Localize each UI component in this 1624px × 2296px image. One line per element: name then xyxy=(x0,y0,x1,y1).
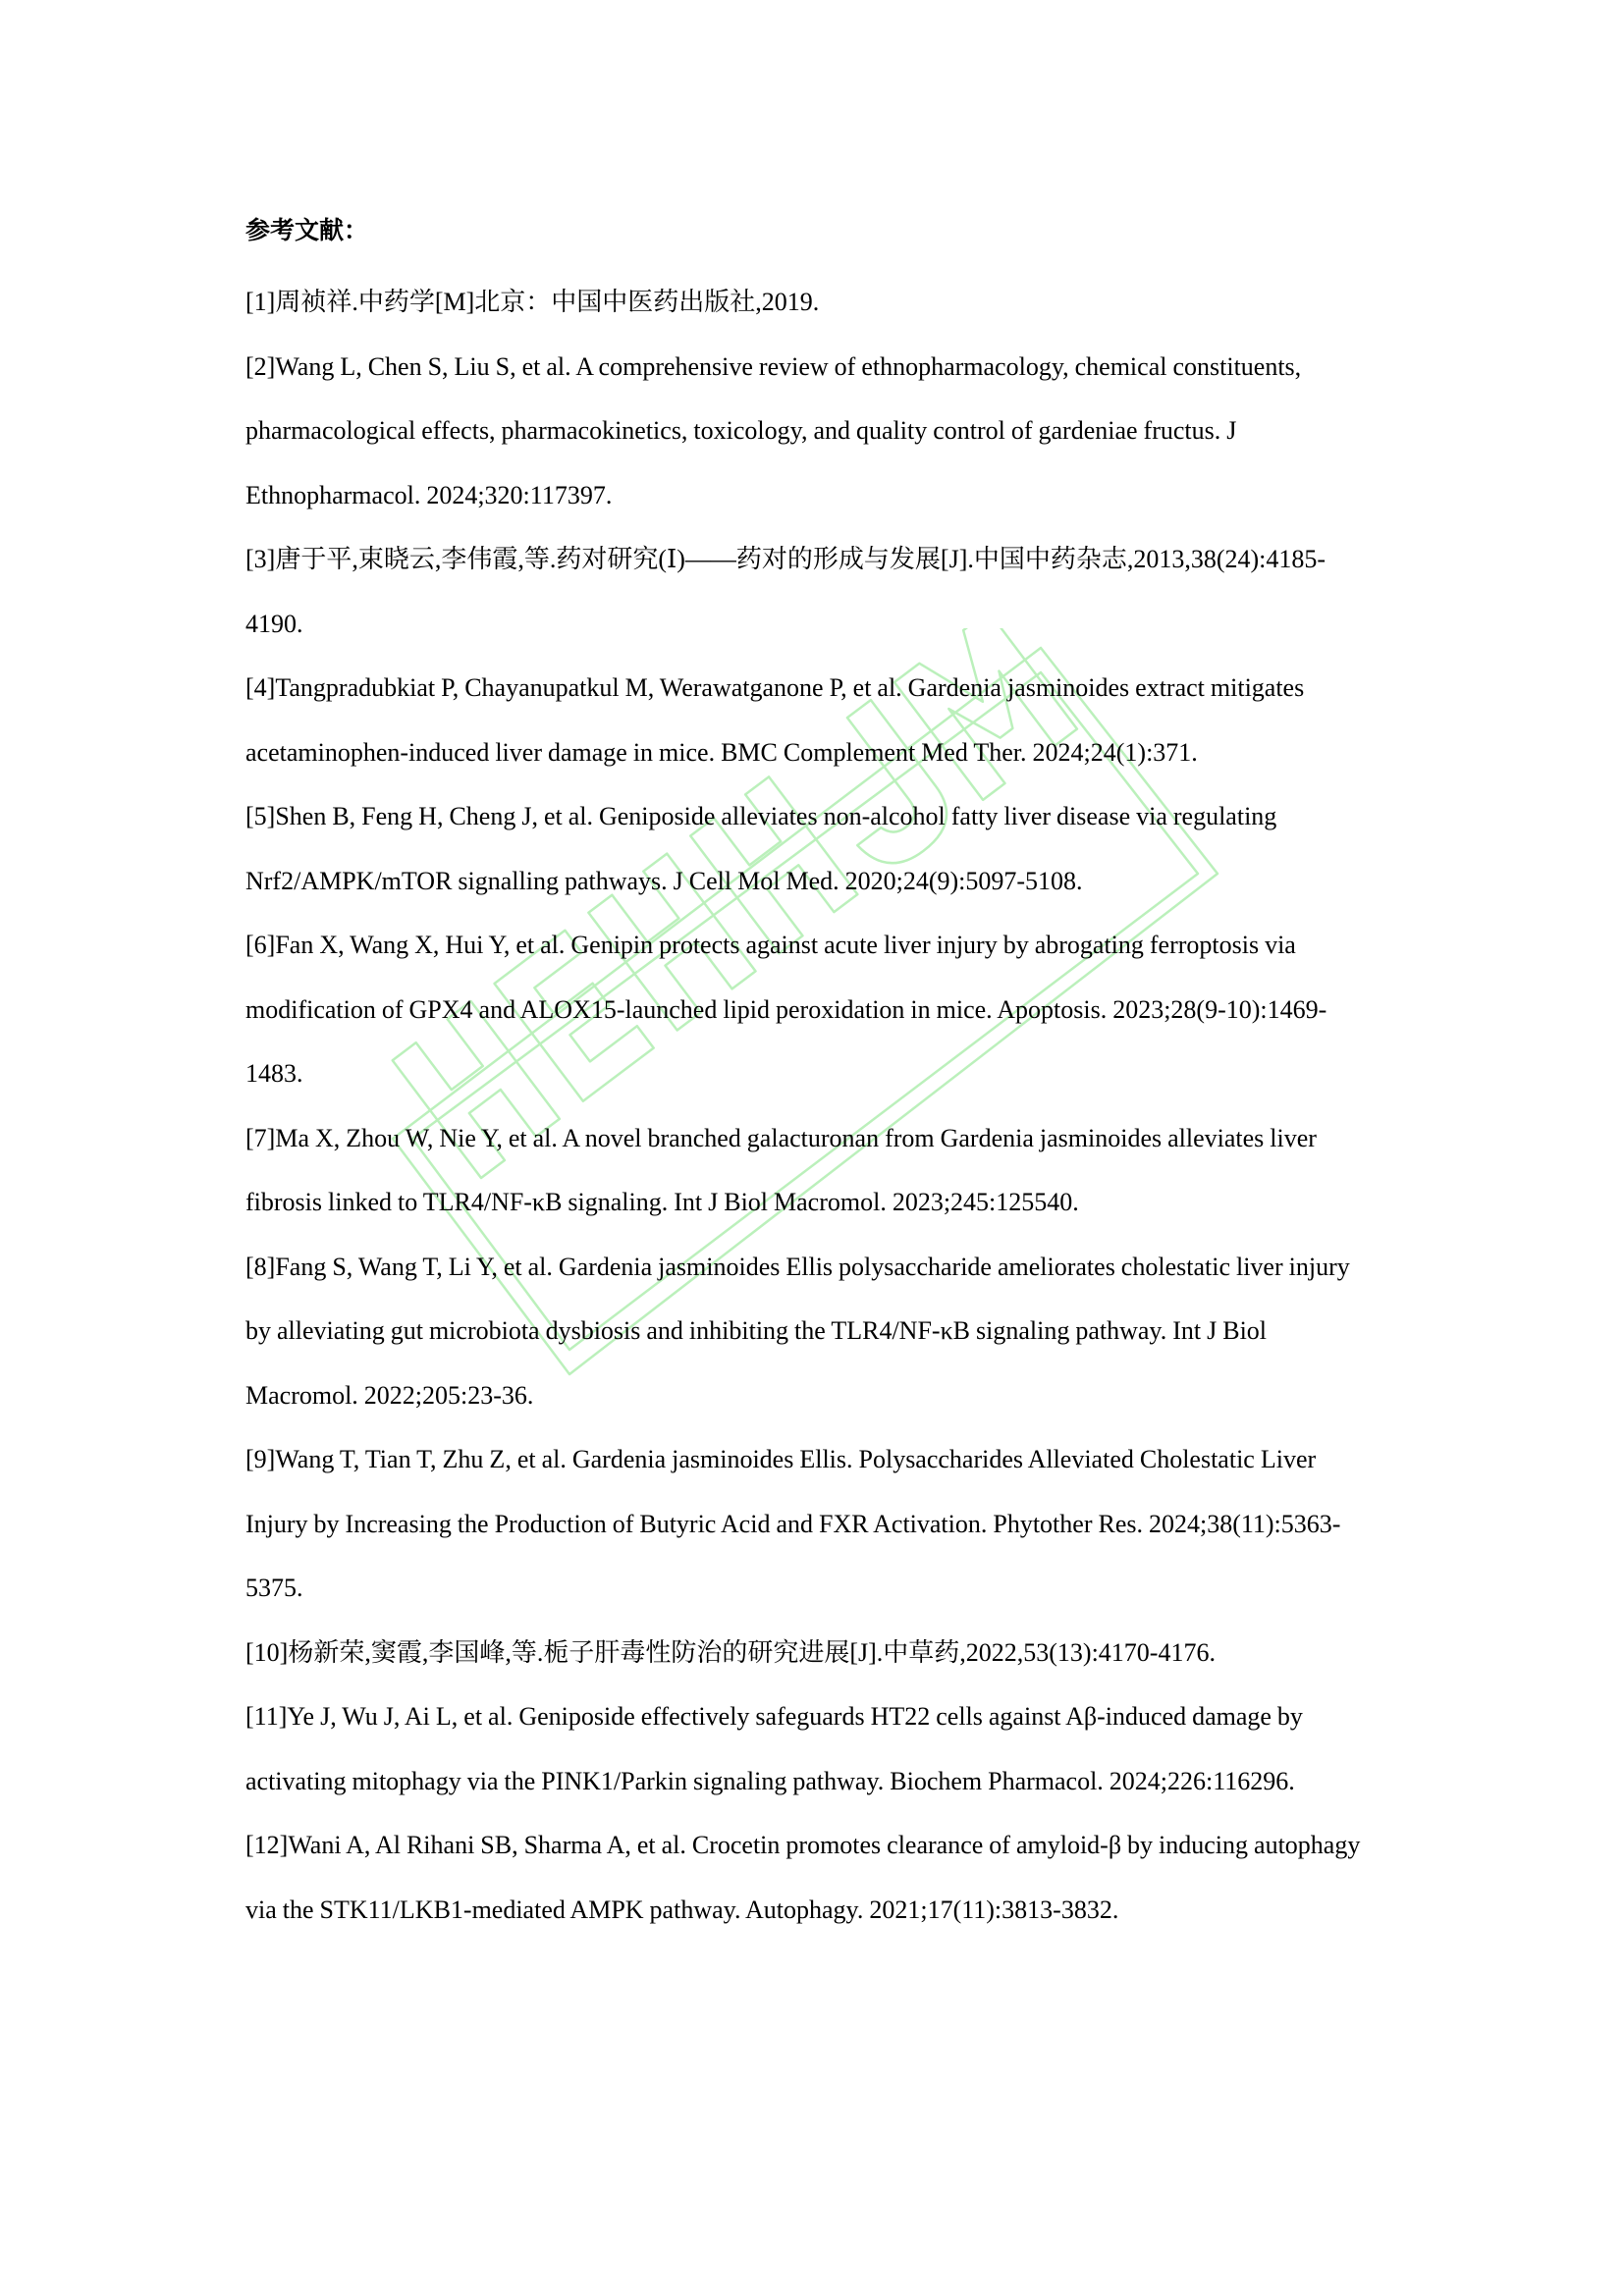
reference-number: [12] xyxy=(245,1831,289,1859)
reference-item-3 xyxy=(245,527,1375,656)
reference-number: [5] xyxy=(245,802,276,830)
reference-item-4 xyxy=(245,656,1375,784)
reference-text: Fang S, Wang T, Li Y, et al. Gardenia jasminoides Ellis polysaccharide ameliorates cholestatic liver injury by alleviating gut microbiota dysbiosis and inhibiting the TLR4/NF-κB signaling pathway. Int J Biol Macromol. 2022;205:23-36. xyxy=(245,1252,1350,1410)
reference-number: [8] xyxy=(245,1252,276,1281)
reference-text: Wani A, Al Rihani SB, Sharma A, et al. Crocetin promotes clearance of amyloid-β by inducing autophagy via the STK11/LKB1-mediated AMPK pathway. Autophagy. 2021;17(11):3813-3832. xyxy=(245,1831,1361,1924)
reference-item-12 xyxy=(245,1813,1375,1942)
reference-item-8 xyxy=(245,1235,1375,1428)
reference-number: [11] xyxy=(245,1702,288,1731)
reference-text: Fan X, Wang X, Hui Y, et al. Genipin protects against acute liver injury by abrogating ferroptosis via modification of GPX4 and ALOX15-launched lipid peroxidation in mice. Apoptosis. 2023;28(9-10):1469-1483. xyxy=(245,931,1327,1088)
reference-number: [2] xyxy=(245,351,276,381)
reference-item-1 xyxy=(245,270,1375,335)
reference-item-5 xyxy=(245,784,1375,913)
reference-text: 杨新荣,窦霞,李国峰,等.栀子肝毒性防治的研究进展[J].中草药,2022,53(13):4170-4176. xyxy=(288,1637,1216,1667)
reference-number: [1] xyxy=(245,288,276,316)
reference-number: [3] xyxy=(245,545,276,573)
reference-item-2 xyxy=(245,335,1375,528)
reference-item-6 xyxy=(245,913,1375,1106)
reference-text: Wang T, Tian T, Zhu Z, et al. Gardenia jasminoides Ellis. Polysaccharides Alleviated Cholestatic Liver Injury by Increasing the Production of Butyric Acid and FXR Activation. Phytother Res. 2024;38(11):5363-5375. xyxy=(245,1445,1341,1602)
reference-item-9 xyxy=(245,1427,1375,1621)
reference-item-11 xyxy=(245,1684,1375,1813)
reference-text: Ye J, Wu J, Ai L, et al. Geniposide effectively safeguards HT22 cells against Aβ-induced damage by activating mitophagy via the PINK1/Parkin signaling pathway. Biochem Pharmacol. 2024;226:116296. xyxy=(245,1702,1303,1795)
reference-item-7 xyxy=(245,1106,1375,1235)
reference-number: [10] xyxy=(245,1637,289,1667)
reference-number: [9] xyxy=(245,1445,276,1473)
reference-text: Shen B, Feng H, Cheng J, et al. Geniposide alleviates non-alcohol fatty liver disease via regulating Nrf2/AMPK/mTOR signalling pathways. J Cell Mol Med. 2020;24(9):5097-5108. xyxy=(245,802,1277,895)
reference-number: [7] xyxy=(245,1123,276,1152)
reference-text: 唐于平,束晓云,李伟霞,等.药对研究(Ⅰ)——药对的形成与发展[J].中国中药杂志,2013,38(24):4185-4190. xyxy=(245,545,1326,638)
reference-number: [4] xyxy=(245,673,276,702)
reference-text: Wang L, Chen S, Liu S, et al. A comprehensive review of ethnopharmacology, chemical constituents, pharmacological effects, pharmacokinetics, toxicology, and quality control of gardeniae fructus. J Ethnopharmacol. 2024;320:117397. xyxy=(245,351,1302,509)
reference-text: Tangpradubkiat P, Chayanupatkul M, Werawatganone P, et al. Gardenia jasminoides extract mitigates acetaminophen-induced liver damage in mice. BMC Complement Med Ther. 2024;24(1):371. xyxy=(245,673,1305,767)
reference-text: Ma X, Zhou W, Nie Y, et al. A novel branched galacturonan from Gardenia jasminoides alleviates liver fibrosis linked to TLR4/NF-κB signaling. Int J Biol Macromol. 2023;245:125540. xyxy=(245,1123,1317,1216)
reference-number: [6] xyxy=(245,931,276,959)
reference-item-10 xyxy=(245,1621,1375,1685)
references-heading: 参考文献： xyxy=(245,216,369,244)
reference-list xyxy=(245,270,1375,1942)
reference-text: 周祯祥.中药学[M]北京：中国中医药出版社,2019. xyxy=(275,288,820,316)
references-section xyxy=(245,206,1375,1942)
